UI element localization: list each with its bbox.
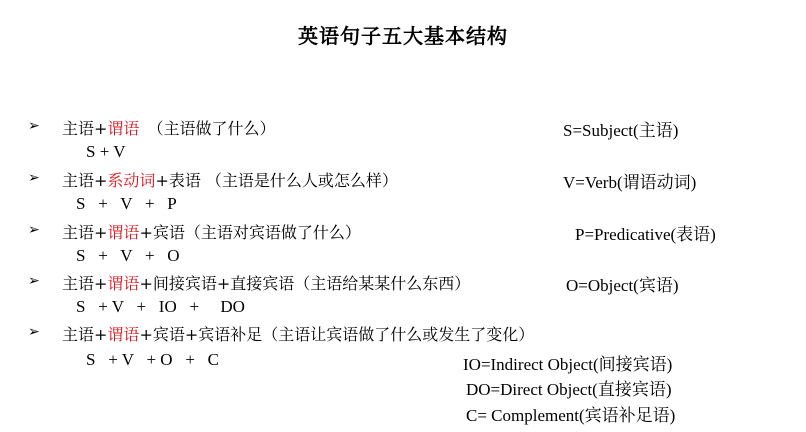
structure-4-verb: 谓语 bbox=[107, 274, 140, 293]
structure-3-text bbox=[62, 220, 361, 243]
structure-2-formula: S + V + P bbox=[76, 194, 177, 213]
structure-3-subject: 主语+ bbox=[62, 223, 108, 242]
structure-1-subject: 主语+ bbox=[62, 119, 108, 138]
structure-2-desc: +表语 （主语是什么人或怎么样） bbox=[155, 171, 398, 190]
structure-3-desc: +宾语（主语对宾语做了什么） bbox=[139, 223, 361, 242]
structure-1-verb: 谓语 bbox=[107, 119, 140, 138]
bullet-icon: ➢ bbox=[28, 222, 40, 238]
structure-3-verb: 谓语 bbox=[107, 223, 140, 242]
abbr-verb: V=Verb(谓语动词) bbox=[563, 173, 697, 192]
bullet-icon: ➢ bbox=[28, 324, 40, 340]
structure-5-desc: +宾语+宾语补足（主语让宾语做了什么或发生了变化） bbox=[139, 325, 535, 344]
abbr-complement: C= Complement(宾语补足语) bbox=[466, 406, 676, 425]
bullet-icon: ➢ bbox=[28, 273, 40, 289]
abbr-indirect-object: IO=Indirect Object(间接宾语) bbox=[463, 355, 673, 374]
abbr-object: O=Object(宾语) bbox=[566, 276, 679, 295]
structure-2-verb: 系动词 bbox=[107, 171, 156, 190]
structure-2-subject: 主语+ bbox=[62, 171, 108, 190]
structure-4-text bbox=[62, 271, 470, 294]
structure-4-desc: +间接宾语+直接宾语（主语给某某什么东西） bbox=[139, 274, 471, 293]
structure-2-text bbox=[62, 168, 398, 191]
structure-4-subject: 主语+ bbox=[62, 274, 108, 293]
abbr-direct-object: DO=Direct Object(直接宾语) bbox=[466, 380, 672, 399]
structure-5-verb: 谓语 bbox=[107, 325, 140, 344]
structure-3-formula: S + V + O bbox=[76, 246, 180, 265]
abbr-predicative: P=Predicative(表语) bbox=[575, 225, 716, 244]
structure-5-text bbox=[62, 322, 534, 345]
slide-title: 英语句子五大基本结构 bbox=[298, 24, 508, 48]
structure-1-desc: （主语做了什么） bbox=[139, 119, 276, 138]
structure-1-text bbox=[62, 116, 275, 139]
structure-5-subject: 主语+ bbox=[62, 325, 108, 344]
abbr-subject: S=Subject(主语) bbox=[563, 121, 679, 140]
structure-1-formula: S + V bbox=[86, 142, 126, 161]
bullet-icon: ➢ bbox=[28, 170, 40, 186]
bullet-icon: ➢ bbox=[28, 118, 40, 134]
structure-5-formula: S + V + O + C bbox=[86, 350, 219, 369]
structure-4-formula: S + V + IO + DO bbox=[76, 297, 245, 316]
